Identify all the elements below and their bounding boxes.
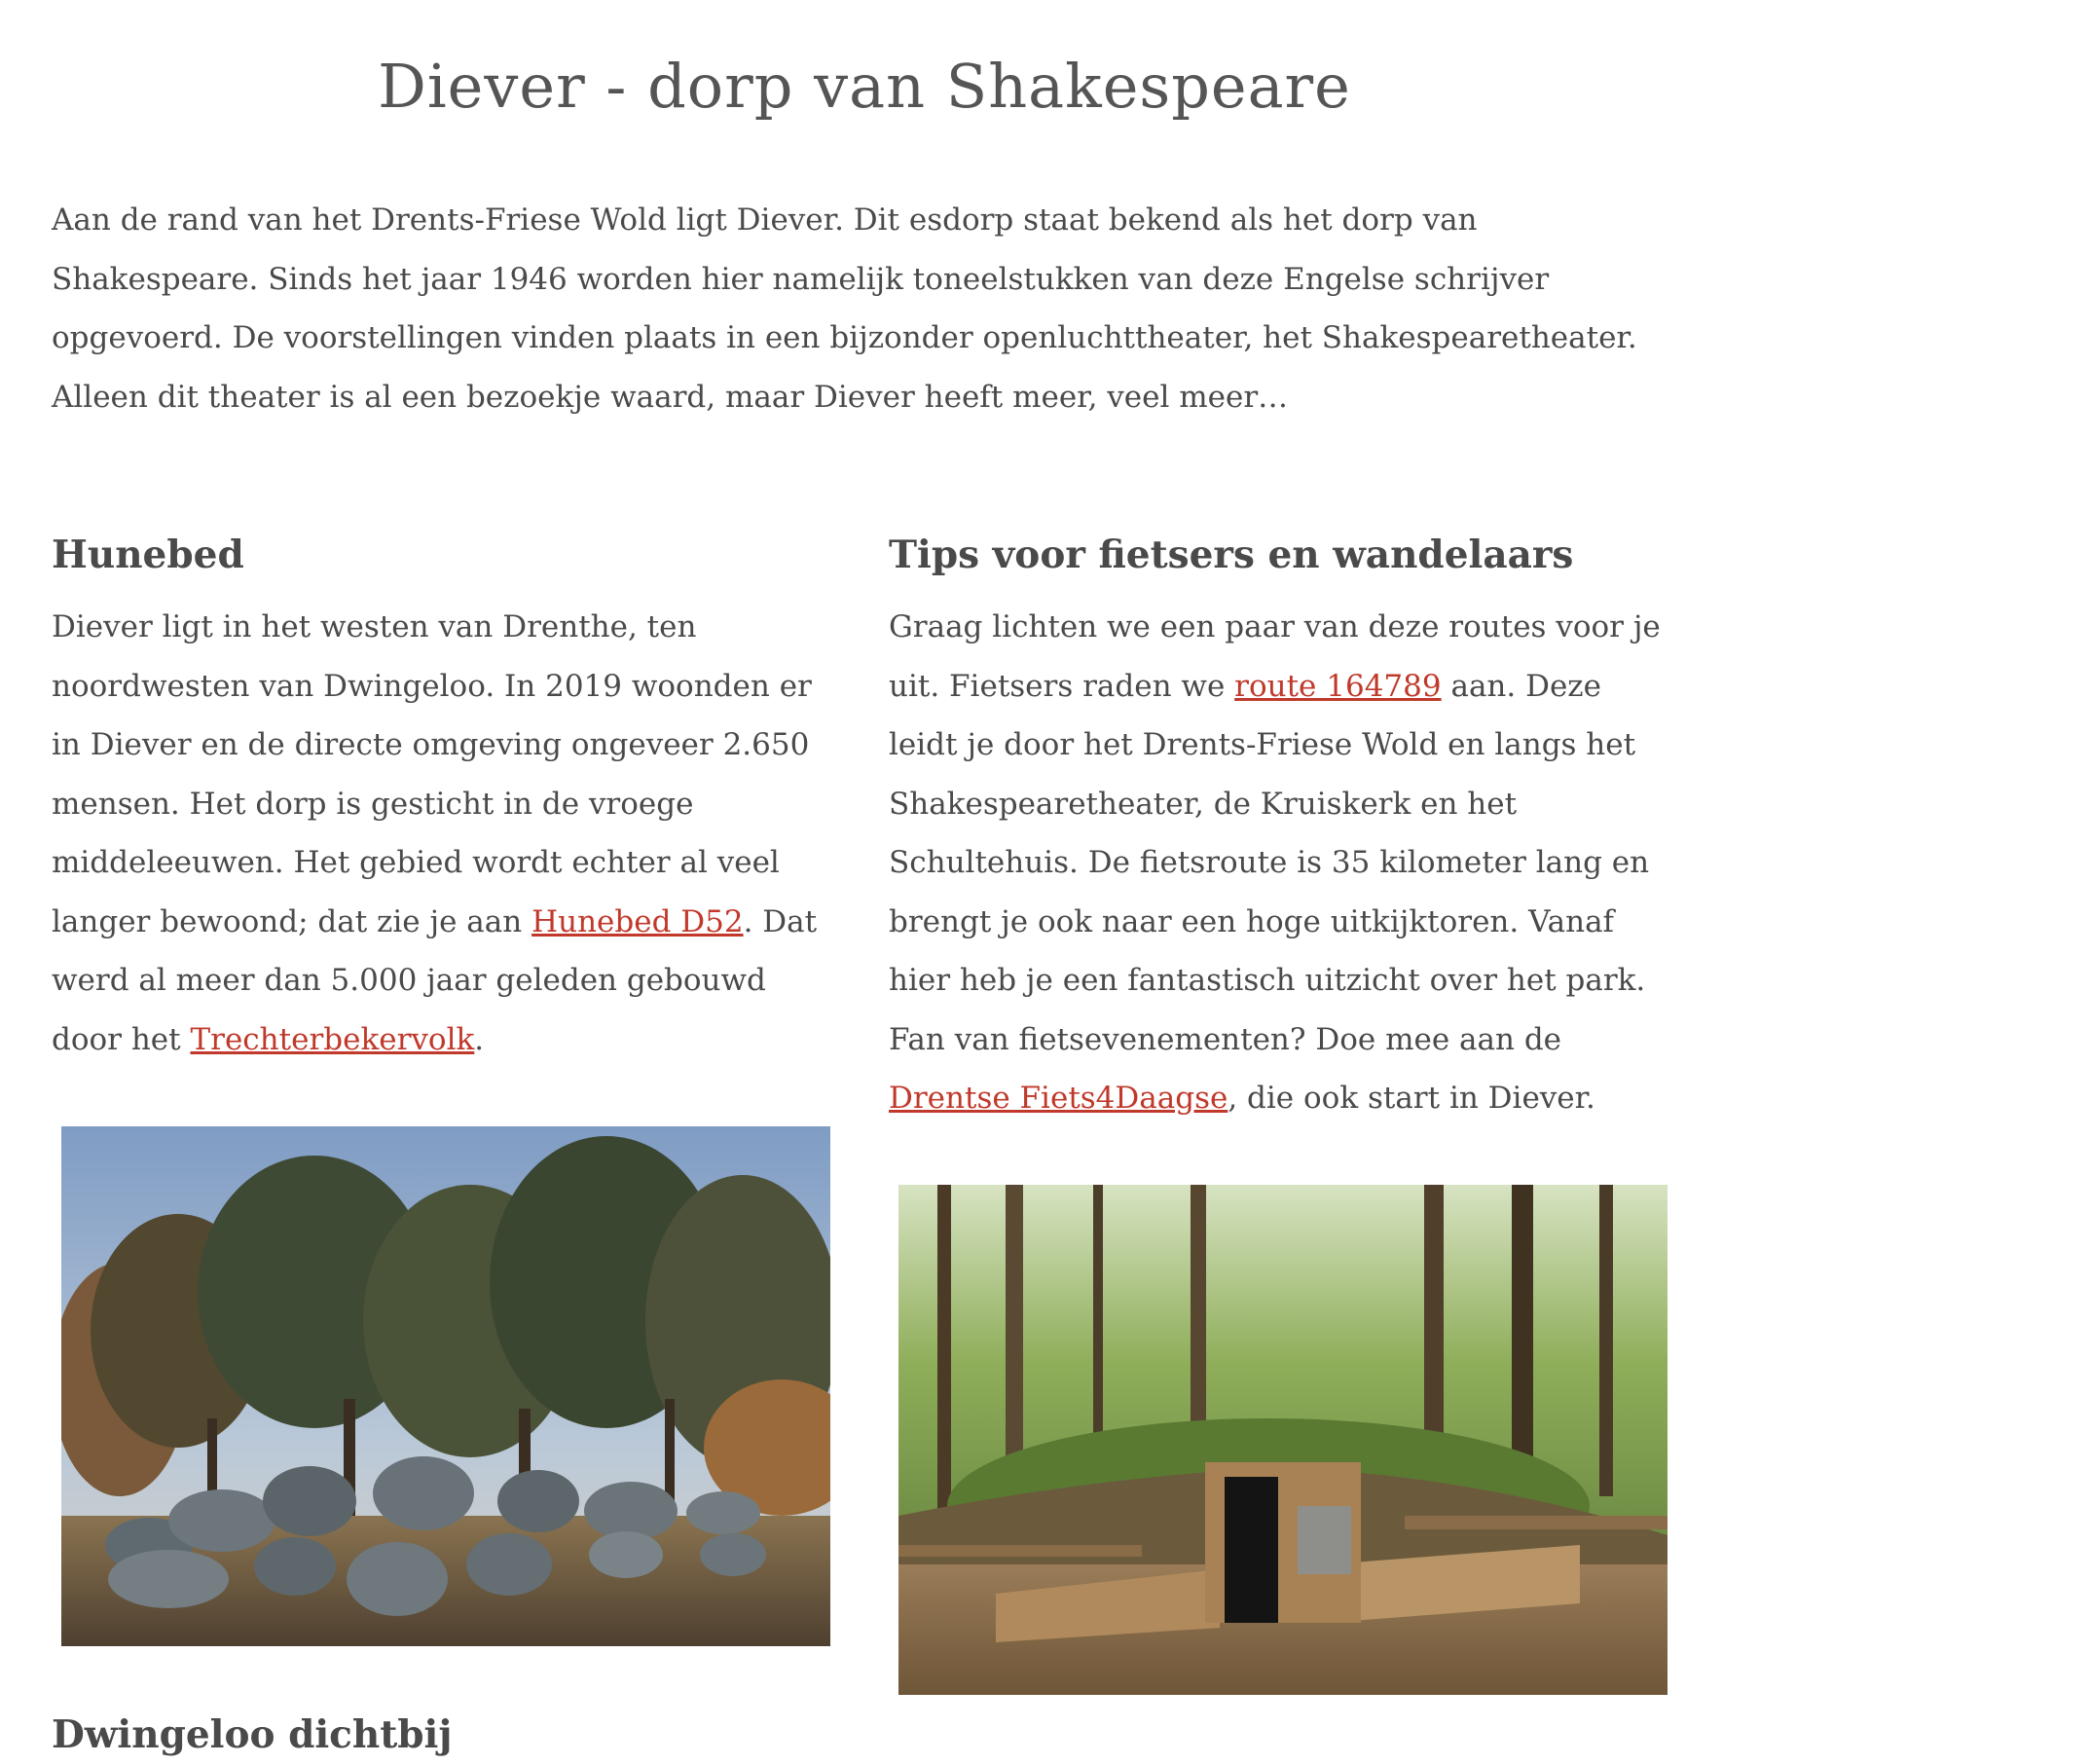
hunebed-photo bbox=[61, 1126, 830, 1646]
page-title: Diever - dorp van Shakespeare bbox=[378, 51, 1351, 122]
tips-text-1: Graag lichten we een paar van deze routes voor je uit. Fietsers raden we bbox=[889, 609, 1661, 704]
hunebed-d52-link[interactable]: Hunebed D52 bbox=[531, 903, 744, 939]
trechterbekervolk-link[interactable]: Trechterbekervolk bbox=[190, 1021, 475, 1057]
tips-text-3: , die ook start in Diever. bbox=[1228, 1081, 1595, 1116]
hunebed-text-2: . Dat werd al meer dan 5.000 jaar geleden gebouwd door het bbox=[52, 903, 818, 1057]
hunebed-paragraph bbox=[52, 598, 840, 1069]
hunebed-text-3: . bbox=[474, 1021, 485, 1057]
route-link[interactable]: route 164789 bbox=[1234, 668, 1442, 704]
fiets4daagse-link[interactable]: Drentse Fiets4Daagse bbox=[889, 1081, 1228, 1116]
tips-text-2: aan. Deze leidt je door het Drents-Friese Wold en langs het Shakespearetheater, de Kruiskerk en het Schultehuis. De fietsroute is 35 kilometer lang en brengt je ook naar een hoge uitkijktoren. Vanaf hier heb je een fantastisch uitzicht over het park. Fan van fietsevenementen? Doe mee aan de bbox=[889, 668, 1650, 1057]
next-section-heading: Dwingeloo dichtbij bbox=[52, 1712, 453, 1757]
tips-heading: Tips voor fietsers en wandelaars bbox=[889, 533, 1574, 577]
hunebed-heading: Hunebed bbox=[52, 533, 244, 577]
intro-paragraph: Aan de rand van het Drents-Friese Wold ligt Diever. Dit esdorp staat bekend als het dorp van Shakespeare. Sinds het jaar 1946 worden hier namelijk toneelstukken van deze Engelse schrijver opgevoerd. De voorstellingen vinden plaats in een bijzonder openluchttheater, het Shakespearetheater. Alleen dit theater is al een bezoekje waard, maar Diever heeft meer, veel meer… bbox=[52, 202, 1637, 415]
hunebed-section bbox=[52, 526, 840, 1069]
tips-section bbox=[889, 526, 1677, 1128]
hunebed-text-1: Diever ligt in het westen van Drenthe, ten noordwesten van Dwingeloo. In 2019 woonden er in Diever en de directe omgeving ongeveer 2.650 mensen. Het dorp is gesticht in de vroege middeleeuwen. Het gebied wordt echter al veel langer bewoond; dat zie je aan bbox=[52, 609, 812, 939]
tips-paragraph bbox=[889, 598, 1677, 1128]
theater-photo bbox=[898, 1185, 1668, 1695]
